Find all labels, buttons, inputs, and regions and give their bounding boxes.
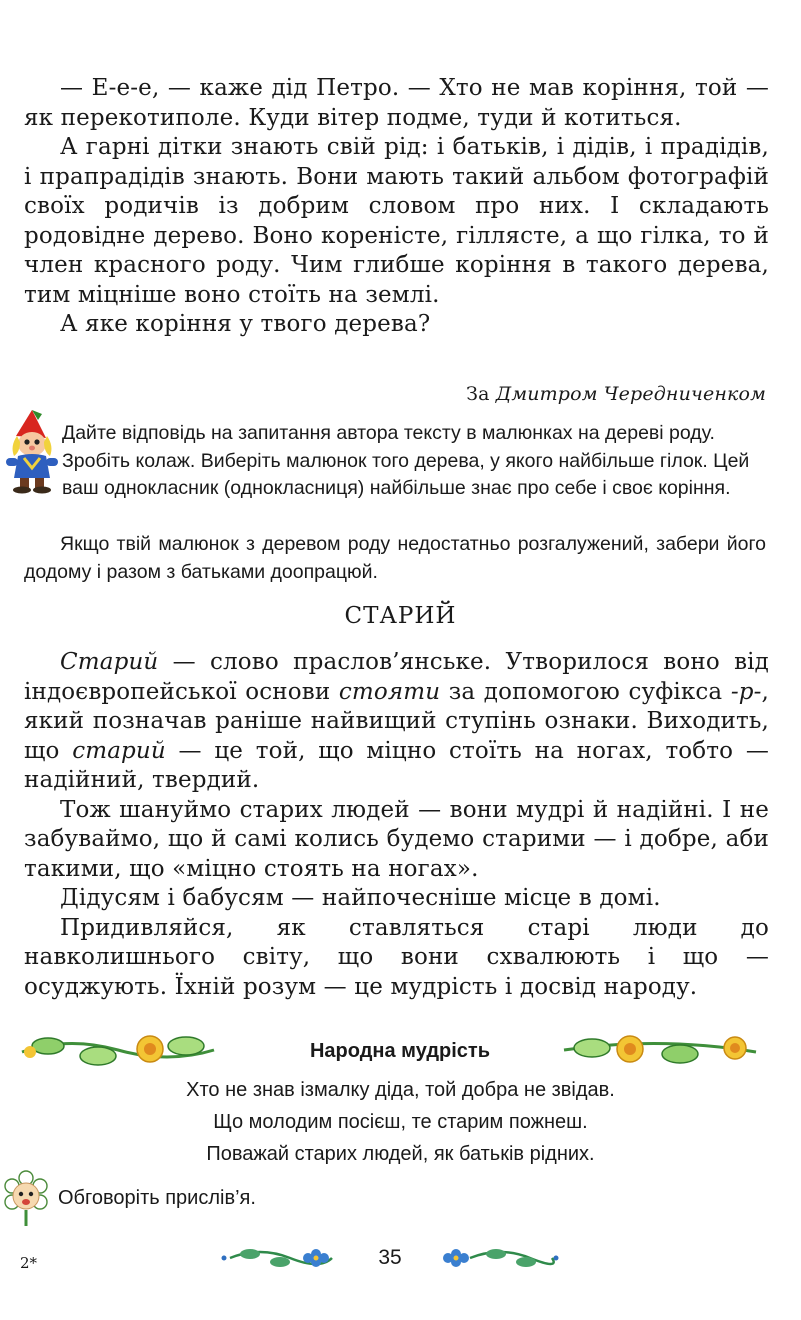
- story-text: [24, 74, 769, 340]
- section-paragraph-1: [24, 648, 769, 796]
- note-text: Якщо твій малюнок з деревом роду недостатньо розгалужений, забери його додому і разом з батьками доопрацюй.: [24, 533, 766, 583]
- term-word: Старий: [60, 649, 159, 675]
- floral-vine-right-icon: [560, 1028, 760, 1070]
- text-span: , який позначав раніше найвищий ступінь ознаки. Виходить, що: [24, 678, 769, 764]
- text-span: — слово праслов’янське. Утворилося воно від індоєвропейської основи: [24, 649, 769, 705]
- attribution-prefix: За: [466, 383, 490, 405]
- proverbs-list: [0, 1074, 801, 1170]
- term-suffix: -р-: [730, 678, 762, 705]
- term-root: стояти: [338, 678, 441, 705]
- story-paragraph-2: А гарні дітки знають свій рід: і батьків, і дідів, і прадідів, і прапрадідів знають. Вони мають такий альбом фотографій своїх родичів із добрим словом про них. І складають родовідне дерево. Воно кореністе, гіллясте, а що гілка, то й член красного роду. Чим глибше коріння в такого дерева, тим міцніше воно стоїть на землі.: [24, 134, 769, 308]
- footer-ornament-left-icon: [220, 1242, 340, 1274]
- section-title: СТАРИЙ: [344, 603, 457, 629]
- proverb-2: Що молодим посієш, те старим пожнеш.: [213, 1111, 588, 1133]
- task-text: Дайте відповідь на запитання автора тексту в малюнках на дереві роду. Зробіть колаж. Виберіть малюнок того дерева, у якого найбільше гілок. Цей ваш однокласник (однокласниця) найбільше знає про себе і своє коріння.: [62, 422, 750, 499]
- story-paragraph-1: — Е-е-е, — каже дід Петро. — Хто не мав коріння, той — як перекотиполе. Куди вітер подме, туди й котиться.: [24, 75, 769, 131]
- floral-vine-left-icon: [18, 1028, 218, 1070]
- term-word-2: старий: [72, 737, 166, 764]
- section-paragraph-2: Тож шануймо старих людей — вони мудрі й надійні. І не забуваймо, що й самі колись будемо старими — і добре, аби такими, що «міцно стоять на ногах».: [24, 796, 769, 882]
- signature-mark: 2*: [20, 1254, 38, 1272]
- text-span: за допомогою суфікса: [440, 678, 731, 705]
- proverb-3: Поважай старих людей, як батьків рідних.: [206, 1143, 595, 1165]
- text-span: — це той, що міцно стоїть на ногах, тобто — надійний, твердий.: [24, 737, 769, 793]
- section-text: [24, 648, 769, 1002]
- flower-character-icon: [2, 1170, 50, 1228]
- footer-ornament-right-icon: [440, 1242, 560, 1274]
- gnome-character-icon: [2, 408, 62, 494]
- attribution-author: Дмитром Чередниченком: [495, 383, 766, 405]
- discuss-prompt: Обговоріть прислів’я.: [58, 1187, 256, 1209]
- folk-wisdom-title: Народна мудрість: [309, 1040, 491, 1062]
- story-paragraph-3: А яке коріння у твого дерева?: [60, 311, 431, 337]
- section-paragraph-4: Придивляйся, як ставляться старі люди до навколишнього світу, що вони схвалюють і що — осуджують. Їхній розум — це мудрість і досвід народу.: [24, 914, 769, 1000]
- attribution: [24, 380, 766, 410]
- proverb-1: Хто не знав ізмалку діда, той добра не звідав.: [186, 1079, 615, 1101]
- page-number: 35: [378, 1246, 402, 1269]
- section-paragraph-3: Дідусям і бабусям — найпочесніше місце в домі.: [60, 885, 661, 911]
